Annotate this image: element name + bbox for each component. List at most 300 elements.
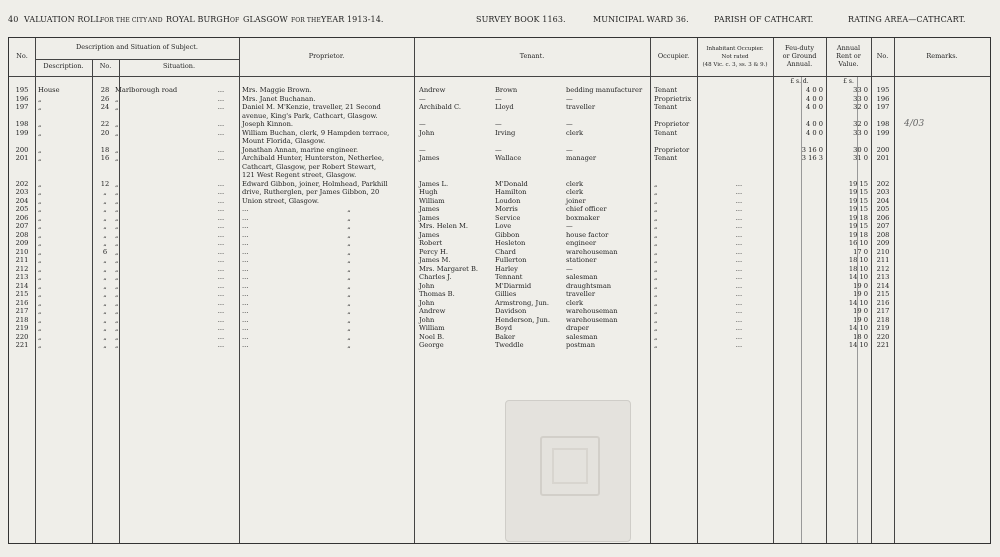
cell-rent: 19 0 [853, 281, 868, 290]
cell-rent: 19 15 [848, 188, 868, 196]
cell-no2: 201 [876, 154, 890, 162]
cell-prop: William Buchan, clerk, 9 Hampden terrace, [242, 128, 390, 137]
cell-tf: Charles J. [419, 273, 452, 281]
cell-prop: ... [242, 205, 249, 213]
cell-no: 203 [15, 188, 29, 196]
cell-tf: Robert [419, 239, 443, 247]
cell-tocc: clerk [566, 128, 584, 137]
cell-no2: 214 [876, 281, 890, 290]
cell-no2: 217 [876, 307, 890, 315]
cell-sit: „ [115, 239, 119, 247]
cell-desc: „ [38, 307, 42, 315]
cell-tocc: — [566, 120, 573, 128]
cell-rent: 19 15 [848, 179, 868, 188]
cell-desc: „ [38, 213, 42, 222]
cell-no2: 220 [876, 332, 890, 341]
cell-occ: Proprietrix [654, 94, 692, 103]
cell-feu: 4 0 0 [805, 86, 823, 94]
cell-no: 211 [15, 256, 29, 264]
cell-pd: „ [347, 273, 351, 281]
cell-tocc: traveller [566, 290, 596, 298]
cell-inh: ... [735, 179, 743, 188]
cell-no: 212 [15, 264, 29, 273]
cell-desc: „ [38, 324, 42, 332]
cell-sit: „ [115, 145, 119, 154]
cell-num: „ [103, 290, 107, 298]
cell-sit: „ [115, 273, 119, 281]
cell-feu: 4 0 0 [805, 94, 823, 103]
margin-note-199: 4/03 [904, 119, 925, 129]
cell-no: 210 [15, 247, 29, 256]
cell-rent: 14 10 [848, 341, 868, 349]
title-for-the: FOR THE [291, 17, 321, 24]
cell-sd: ... [217, 273, 225, 281]
cell-rent: 33 0 [853, 86, 868, 94]
cell-no: 209 [15, 239, 29, 247]
cell-prop: ... [242, 324, 249, 332]
cell-no: 218 [15, 315, 29, 324]
cell-inh: ... [735, 222, 743, 230]
col-remarks: Remarks. [926, 52, 958, 60]
title-of: OF [230, 17, 240, 24]
cell-rent: 19 18 [848, 230, 868, 239]
cell-occ: „ [654, 298, 658, 307]
embossed-seal [505, 400, 631, 542]
cell-sd: ... [217, 188, 225, 196]
cell-tl: Armstrong, Jun. [495, 298, 549, 307]
cell-tl: Boyd [495, 324, 512, 332]
cell-tf: John [419, 315, 435, 324]
cell-tf: James L. [419, 179, 449, 188]
cell-prop: ... [242, 230, 249, 239]
cell-rent: 14 10 [848, 273, 868, 281]
cell-tocc: engineer [566, 239, 597, 247]
cell-rent: 31 0 [853, 154, 868, 162]
cell-no: 214 [15, 281, 29, 290]
cell-tl: Davidson [495, 307, 527, 315]
cell-prop: Mrs. Maggie Brown. [242, 86, 312, 94]
cell-sd: ... [217, 120, 225, 128]
cell-tl: Gibbon [495, 230, 520, 239]
cell-inh: ... [735, 341, 743, 349]
cell-inh: ... [735, 332, 743, 341]
cell-sd: ... [217, 213, 225, 222]
cell-tf: — [419, 94, 426, 103]
cell-sit: „ [115, 196, 119, 205]
cell-inh: ... [735, 205, 743, 213]
cell-occ: Tenant [654, 128, 678, 137]
col-rent-3: Value. [838, 60, 859, 68]
cell-desc: „ [38, 256, 42, 264]
cell-tf: Mrs. Margaret B. [419, 264, 479, 273]
municipal-ward: MUNICIPAL WARD 36. [593, 15, 689, 24]
cell-tocc: clerk [566, 179, 584, 188]
cell-no2: 204 [876, 196, 890, 205]
cell-tl: — [495, 145, 502, 154]
cell-prop: Mrs. Janet Buchanan. [242, 94, 316, 103]
cell-occ: „ [654, 205, 658, 213]
cell-sd: ... [217, 290, 225, 298]
cell-no: 207 [15, 222, 29, 230]
cell-no: 213 [15, 273, 29, 281]
cell-tf: James M. [419, 256, 451, 264]
cell-rent: 32 0 [853, 120, 868, 128]
cell-occ: Proprietor [654, 120, 690, 128]
cell-tl: Chard [495, 247, 516, 256]
cell-prop: ... [242, 307, 249, 315]
cell-num: „ [103, 332, 107, 341]
cell-occ: „ [654, 188, 658, 196]
cell-num: „ [103, 264, 107, 273]
cell-tf: John [419, 281, 435, 290]
cell-prop: ... [242, 273, 249, 281]
cell-occ: „ [654, 307, 658, 315]
cell-desc: „ [38, 247, 42, 256]
cell-pd: „ [347, 256, 351, 264]
cell-no2: 202 [876, 179, 890, 188]
cell-no2: 213 [876, 273, 890, 281]
cell-tl: Loudon [495, 196, 521, 205]
cell-no2: 218 [876, 315, 890, 324]
cell-no2: 205 [876, 205, 890, 213]
cell-prop: ... [242, 341, 249, 349]
cell-no2: 208 [876, 230, 890, 239]
cell-desc: „ [38, 154, 42, 162]
cell-tf: — [419, 145, 426, 154]
cell-tl: — [495, 94, 502, 103]
cell-desc: „ [38, 188, 42, 196]
cell-no2: 211 [876, 256, 890, 264]
cell-desc: „ [38, 341, 42, 349]
title-for-the-city: FOR THE CITY [100, 17, 148, 24]
cell-pd: „ [347, 239, 351, 247]
cell-tf: Hugh [419, 188, 438, 196]
cell-sit: „ [115, 324, 119, 332]
cell-tocc: joiner [566, 196, 586, 205]
cell-no: 204 [15, 196, 29, 205]
cell-sd: ... [217, 307, 225, 315]
cell-rent: 19 18 [848, 213, 868, 222]
cell-occ: „ [654, 230, 658, 239]
cell-no2: 197 [876, 103, 890, 111]
unit-ls: £ s. [843, 78, 854, 85]
page-number: 40 [8, 15, 19, 24]
cell-prop: ... [242, 256, 249, 264]
cell-no2: 219 [876, 324, 890, 332]
col-occupier: Occupier. [657, 52, 690, 60]
cell-desc: „ [38, 315, 42, 324]
cell-desc: „ [38, 103, 42, 111]
cell-sd: ... [217, 103, 225, 111]
cell-feu: 3 16 0 [801, 145, 823, 154]
cell-num: „ [103, 239, 107, 247]
cell-desc: „ [38, 128, 42, 137]
cell-occ: „ [654, 256, 658, 264]
cell-inh: ... [735, 256, 743, 264]
cell-num: „ [103, 315, 107, 324]
col-inhabitant-2: Not rated [721, 54, 749, 60]
cell-sd: ... [217, 264, 225, 273]
cell-desc: „ [38, 222, 42, 230]
cell-occ: Tenant [654, 86, 678, 94]
cell-no2: 215 [876, 290, 890, 298]
cell-sd: ... [217, 332, 225, 341]
cell-num: 12 [100, 179, 110, 188]
cell-no: 199 [15, 128, 29, 137]
cell-rent: 16 10 [848, 239, 868, 247]
cell-num: „ [103, 256, 107, 264]
cell-tf: John [419, 128, 435, 137]
cell-occ: Tenant [654, 103, 678, 111]
cell-rent: 19 15 [848, 196, 868, 205]
col-description: Description. [43, 62, 84, 70]
page-header [8, 15, 992, 29]
cell-no: 196 [15, 94, 29, 103]
cell-num: „ [103, 298, 107, 307]
cell-tf: William [419, 324, 445, 332]
cell-pd: „ [347, 205, 351, 213]
col-situation: Situation. [162, 62, 196, 70]
cell-num: „ [103, 205, 107, 213]
cell-sit: „ [115, 298, 119, 307]
cell-rent: 14 10 [848, 324, 868, 332]
cell-desc: „ [38, 298, 42, 307]
cell-rent: 18 10 [848, 264, 868, 273]
cell-sit: „ [115, 154, 119, 162]
cell-num: „ [103, 307, 107, 315]
cell-prop: Edward Gibbon, joiner, Holmhead, Parkhill [242, 179, 388, 188]
cell-no: 220 [15, 332, 29, 341]
cell-no: 201 [15, 154, 29, 162]
cell-sd: ... [217, 154, 225, 162]
cell-tl: Gillies [495, 290, 517, 298]
cell-feu: 3 16 3 [801, 154, 823, 162]
cell-tocc: salesman [566, 332, 598, 341]
cell-tl: Hamilton [495, 188, 527, 196]
cell-tf: Mrs. Helen M. [419, 222, 469, 230]
cell-num: 20 [100, 128, 110, 137]
cell-pd: „ [347, 315, 351, 324]
cell-sd: ... [217, 341, 225, 349]
cell-no: 198 [15, 120, 29, 128]
cell-desc: „ [38, 179, 42, 188]
cell-no: 202 [15, 179, 29, 188]
col-no-3: No. [876, 52, 889, 60]
cell-no: 219 [15, 324, 29, 332]
col-feu-3: Annual. [786, 60, 813, 68]
cell-num: 22 [100, 120, 110, 128]
cell-tf: James [419, 154, 440, 162]
cell-tocc: manager [566, 154, 597, 162]
cell-rent: 19 15 [848, 222, 868, 230]
cell-sd: ... [217, 205, 225, 213]
cell-tocc: — [566, 145, 573, 154]
cell-feu: 4 0 0 [805, 120, 823, 128]
cell-num: 28 [100, 86, 110, 94]
cell-feu: 4 0 0 [805, 103, 823, 111]
cell-sd: ... [217, 239, 225, 247]
cell-rent: 19 0 [853, 290, 868, 298]
cell-occ: „ [654, 239, 658, 247]
cell-num: „ [103, 341, 107, 349]
cell-occ: „ [654, 264, 658, 273]
unit-lsd: £ s. d. [790, 78, 809, 85]
cell-sit: „ [115, 188, 119, 196]
cell-prop: ... [242, 239, 249, 247]
cell-num: 18 [100, 145, 110, 154]
cell-sd: ... [217, 222, 225, 230]
cell-desc: „ [38, 120, 42, 128]
cell-tocc: clerk [566, 298, 584, 307]
cell-prop: ... [242, 281, 249, 290]
cell-tocc: warehouseman [566, 247, 618, 256]
cell-tl: Morris [495, 205, 518, 213]
table-row [9, 341, 990, 350]
cell-no: 197 [15, 103, 29, 111]
cell-prop: ... [242, 264, 249, 273]
col-proprietor: Proprietor. [308, 52, 345, 60]
cell-tl: Henderson, Jun. [495, 315, 550, 324]
cell-no2: 203 [876, 188, 890, 196]
cell-occ: „ [654, 290, 658, 298]
cell-sit: „ [115, 247, 119, 256]
cell-sd: ... [217, 196, 225, 205]
cell-tocc: boxmaker [566, 213, 600, 222]
cell-num: „ [103, 230, 107, 239]
cell-prop: Union street, Glasgow. [242, 196, 319, 205]
cell-inh: ... [735, 324, 743, 332]
cell-inh: ... [735, 196, 743, 205]
cell-feu: 4 0 0 [805, 128, 823, 137]
cell-tocc: salesman [566, 273, 598, 281]
cell-tl: Tweddle [495, 341, 524, 349]
cell-tf: Noel B. [419, 332, 445, 341]
cell-tl: Service [495, 213, 521, 222]
col-no: No. [16, 52, 28, 60]
cell-desc: „ [38, 239, 42, 247]
cell-occ: „ [654, 332, 658, 341]
cell-desc: „ [38, 264, 42, 273]
cell-num: 6 [102, 247, 108, 256]
cell-no2: 198 [876, 120, 890, 128]
cell-prop: ... [242, 222, 249, 230]
cell-sd: ... [217, 128, 225, 137]
cell-rent: 33 0 [853, 128, 868, 137]
cell-num: „ [103, 196, 107, 205]
cell-sit: „ [115, 264, 119, 273]
cell-tocc: draughtsman [566, 281, 612, 290]
cell-num: „ [103, 213, 107, 222]
cell-tocc: house factor [566, 230, 609, 239]
cell-inh: ... [735, 315, 743, 324]
cell-sit: „ [115, 94, 119, 103]
cell-tl: Wallace [495, 154, 522, 162]
parish: PARISH OF CATHCART. [714, 15, 814, 24]
cell-sd: ... [217, 315, 225, 324]
cell-tf: James [419, 205, 440, 213]
cell-sit: „ [115, 205, 119, 213]
cell-desc: „ [38, 205, 42, 213]
cell-prop: Jonathan Annan, marine engineer. [242, 145, 358, 154]
cell-inh: ... [735, 273, 743, 281]
cell-desc: „ [38, 281, 42, 290]
cell-no: 221 [15, 341, 29, 349]
cell-no2: 210 [876, 247, 890, 256]
cell-tl: Hesleton [495, 239, 526, 247]
cell-desc: „ [38, 196, 42, 205]
col-rent-2: Rent or [836, 52, 861, 60]
cell-prop: Archibald Hunter, Hunterston, Netherlee, [242, 154, 384, 162]
cell-num: „ [103, 281, 107, 290]
cell-pd: „ [347, 298, 351, 307]
cell-pd: „ [347, 281, 351, 290]
title-and: AND [148, 17, 163, 24]
cell-tocc: traveller [566, 103, 596, 111]
cell-pd: „ [347, 307, 351, 315]
cell-tocc: bedding manufacturer [566, 86, 643, 94]
col-feu-2: or Ground [782, 52, 817, 60]
cell-tl: Lloyd [495, 103, 514, 111]
cell-sit: „ [115, 213, 119, 222]
cell-occ: „ [654, 247, 658, 256]
cell-pd: „ [347, 332, 351, 341]
cell-desc: „ [38, 332, 42, 341]
cell-tf: James [419, 213, 440, 222]
cell-tocc: — [566, 94, 573, 103]
cell-rent: 32 0 [853, 103, 868, 111]
cell-sit: „ [115, 230, 119, 239]
cell-sd: ... [217, 324, 225, 332]
cell-tl: Baker [495, 332, 516, 341]
cell-desc: „ [38, 273, 42, 281]
cell-no2: 195 [876, 86, 890, 94]
cell-no2: 199 [876, 128, 890, 137]
cell-sd: ... [217, 298, 225, 307]
cell-pd: „ [347, 341, 351, 349]
cell-inh: ... [735, 290, 743, 298]
cell-sit: „ [115, 222, 119, 230]
cell-tocc: warehouseman [566, 307, 618, 315]
cell-tocc: warehouseman [566, 315, 618, 324]
cell-inh: ... [735, 230, 743, 239]
cell-tl: Irving [495, 128, 516, 137]
col-inhabitant-3: (48 Vic. c. 3, ss. 3 & 9.) [702, 62, 768, 68]
cell-prop: ... [242, 290, 249, 298]
cell-prop: Mount Florida, Glasgow. [242, 137, 326, 145]
cell-pd: „ [347, 324, 351, 332]
cell-occ: „ [654, 196, 658, 205]
cell-occ: „ [654, 341, 658, 349]
cell-no: 195 [15, 86, 29, 94]
cell-no2: 196 [876, 94, 890, 103]
cell-sit: „ [115, 341, 119, 349]
cell-rent: 19 0 [853, 307, 868, 315]
cell-inh: ... [735, 247, 743, 256]
cell-num: 16 [100, 154, 110, 162]
cell-occ: „ [654, 281, 658, 290]
cell-sit: Marlborough road [115, 86, 178, 94]
cell-prop: ... [242, 298, 249, 307]
cell-sit: „ [115, 179, 119, 188]
cell-sit: „ [115, 128, 119, 137]
cell-num: „ [103, 324, 107, 332]
title-year: YEAR 1913-14. [321, 15, 384, 24]
cell-tocc: — [566, 222, 573, 230]
cell-tocc: draper [566, 324, 589, 332]
cell-rent: 17 0 [853, 247, 868, 256]
cell-rent: 19 0 [853, 315, 868, 324]
cell-prop: 121 West Regent street, Glasgow. [242, 171, 357, 179]
